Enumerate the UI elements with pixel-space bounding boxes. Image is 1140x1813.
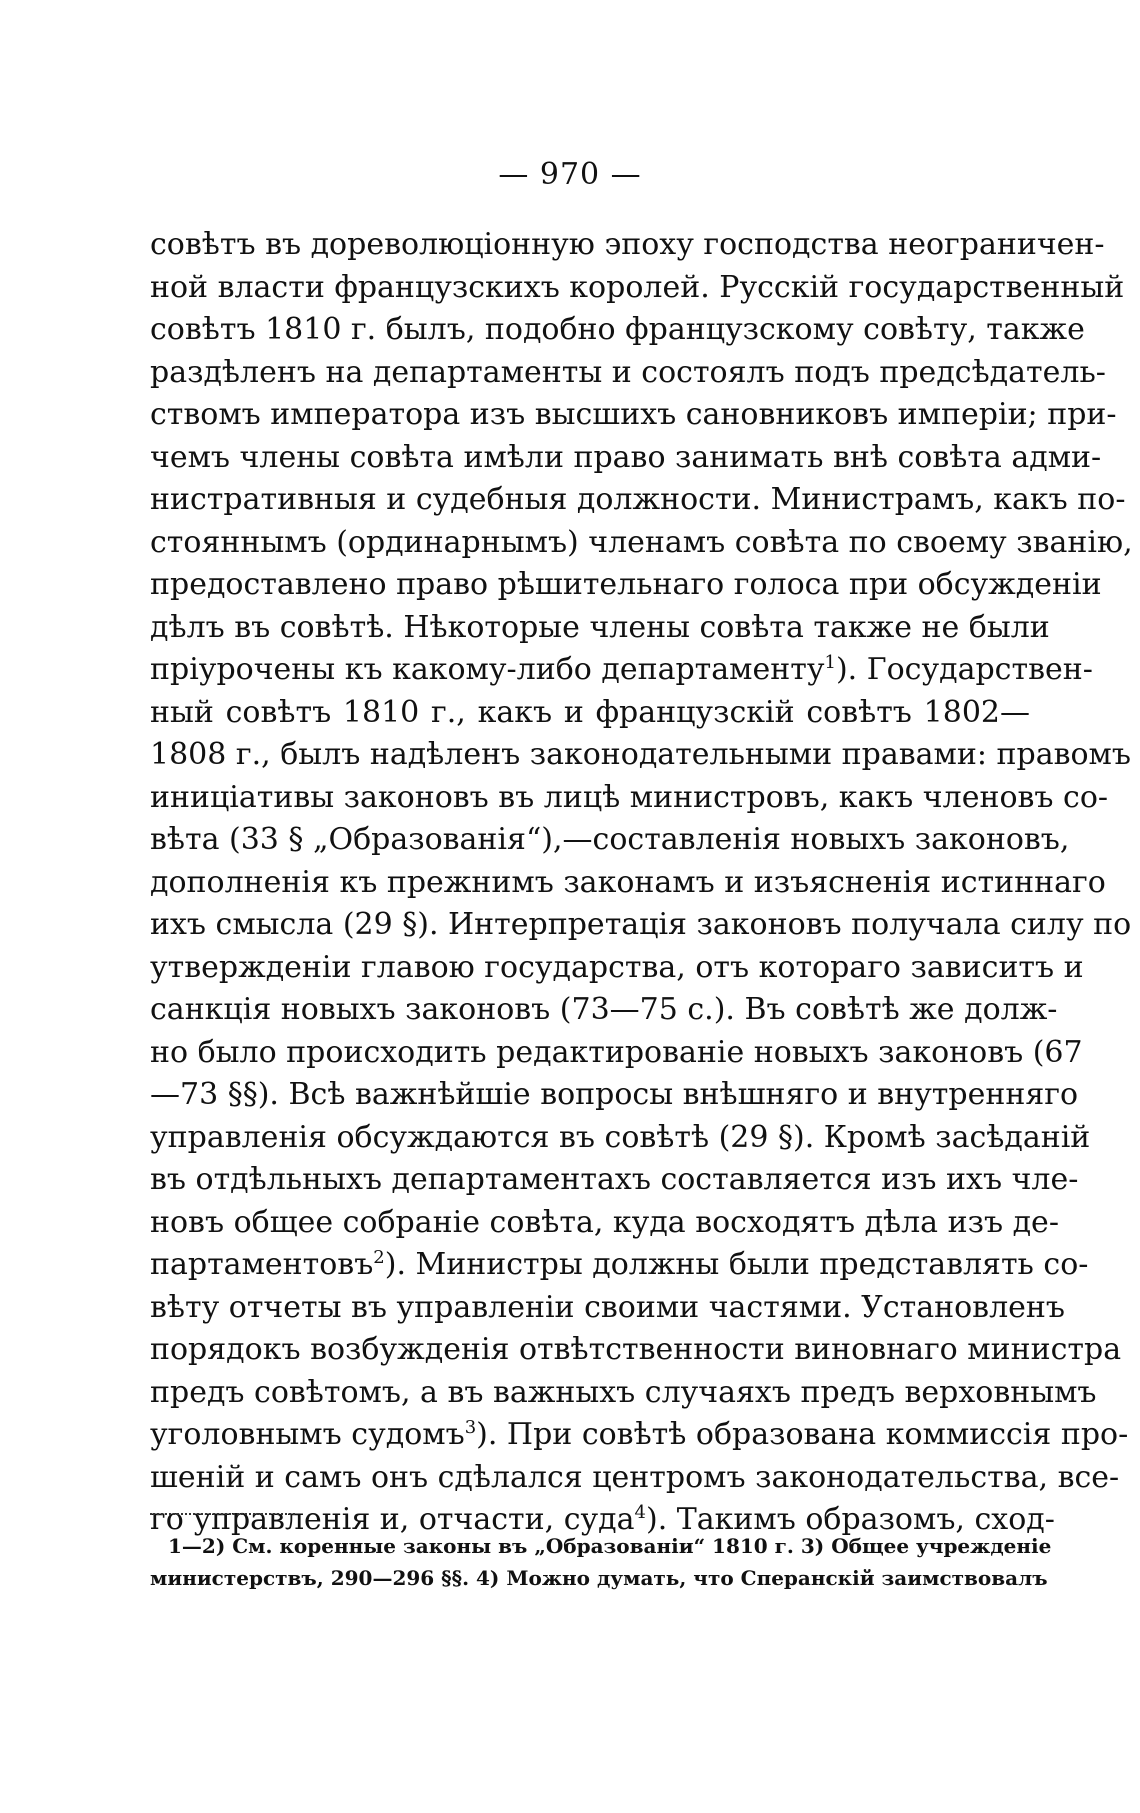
text-segment: ). Государствен- <box>835 652 1093 687</box>
footnote-divider <box>150 1513 295 1515</box>
text-segment: го управленія и, отчасти, суда <box>150 1502 635 1537</box>
text-line: управленія обсуждаются въ совѣтѣ (29 §). Кромѣ засѣданій <box>150 1119 1091 1155</box>
text-line: раздѣленъ на департаменты и состоялъ подъ предсѣдатель- <box>150 354 1106 390</box>
text-line: ихъ смысла (29 §). Интерпретація законовъ получала силу по <box>150 907 1132 942</box>
text-line: ствомъ императора изъ высшихъ сановниковъ имперіи; при- <box>150 397 1117 432</box>
text-line: 1808 г., былъ надѣленъ законодательными правами: правомъ <box>150 737 1131 772</box>
page-number: — 970 — <box>498 157 642 192</box>
footnote-line: 1—2) См. коренные законы въ „Образованіи“ 1810 г. 3) Общее учрежденіе <box>168 1534 1052 1558</box>
text-line: шеній и самъ онъ сдѣлался центромъ законодательства, все- <box>150 1459 1120 1495</box>
text-line: утвержденіи главою государства, отъ котораго зависитъ и <box>150 949 1084 985</box>
footnote-ref-1: 1 <box>824 652 836 673</box>
text-line: совѣтъ въ дореволюціонную эпоху господства неограничен- <box>150 227 1105 262</box>
footnote-line: министерствъ, 290—296 §§. 4) Можно думать, что Сперанскій заимствовалъ <box>150 1566 1048 1590</box>
text-segment: ). При совѣтѣ образована коммиссія про- <box>476 1417 1129 1452</box>
text-line: ной власти французскихъ королей. Русскій государственный <box>150 269 1125 305</box>
text-segment: ). Такимъ образомъ, сход- <box>645 1502 1055 1537</box>
text-line: —73 §§). Всѣ важнѣйшіе вопросы внѣшняго и внутренняго <box>150 1077 1079 1112</box>
text-line: вѣта (33 § „Образованія“),—составленія новыхъ законовъ, <box>150 822 1070 857</box>
text-line: совѣтъ 1810 г. былъ, подобно французскому совѣту, также <box>150 312 1085 347</box>
text-segment: пріурочены къ какому-либо департаменту <box>150 652 825 687</box>
text-line: санкція новыхъ законовъ (73—75 с.). Въ совѣтѣ же долж- <box>150 992 1058 1027</box>
text-line: порядокъ возбужденія отвѣтственности виновнаго министра <box>150 1332 1122 1367</box>
text-line: дополненія къ прежнимъ законамъ и изъясненія истиннаго <box>150 864 1106 900</box>
text-line: дѣлъ въ совѣтѣ. Нѣкоторые члены совѣта также не были <box>150 609 1050 645</box>
main-text <box>150 224 1133 1542</box>
text-line <box>150 1414 1129 1457</box>
text-line: стояннымъ (ординарнымъ) членамъ совѣта по своему званію, <box>150 524 1133 560</box>
text-line: предоставлено право рѣшительнаго голоса при обсужденіи <box>150 567 1102 602</box>
text-line: новъ общее собраніе совѣта, куда восходятъ дѣла изъ де- <box>150 1204 1059 1240</box>
text-segment: ). Министры должны были представлять со- <box>384 1247 1089 1282</box>
footnotes <box>150 1530 1052 1594</box>
text-line: въ отдѣльныхъ департаментахъ составляется изъ ихъ чле- <box>150 1162 1079 1197</box>
text-line: предъ совѣтомъ, а въ важныхъ случаяхъ предъ верховнымъ <box>150 1374 1097 1410</box>
text-line <box>150 1244 1089 1287</box>
footnote-ref-3: 3 <box>464 1417 477 1438</box>
text-segment: партаментовъ <box>150 1247 374 1282</box>
text-line: иниціативы законовъ въ лицѣ министровъ, какъ членовъ со- <box>150 779 1109 815</box>
footnote-ref-4: 4 <box>634 1502 646 1523</box>
text-line: чемъ члены совѣта имѣли право занимать внѣ совѣта адми- <box>150 439 1102 475</box>
text-line <box>150 649 1093 692</box>
text-line: нистративныя и судебныя должности. Министрамъ, какъ по- <box>150 482 1126 517</box>
text-line: ный совѣтъ 1810 г., какъ и французскій совѣтъ 1802— <box>150 694 1030 730</box>
text-line: вѣту отчеты въ управленіи своими частями. Установленъ <box>150 1289 1065 1325</box>
text-line: но было происходить редактированіе новыхъ законовъ (67 <box>150 1034 1083 1070</box>
text-segment: уголовнымъ судомъ <box>150 1417 465 1452</box>
footnote-ref-2: 2 <box>373 1247 385 1268</box>
